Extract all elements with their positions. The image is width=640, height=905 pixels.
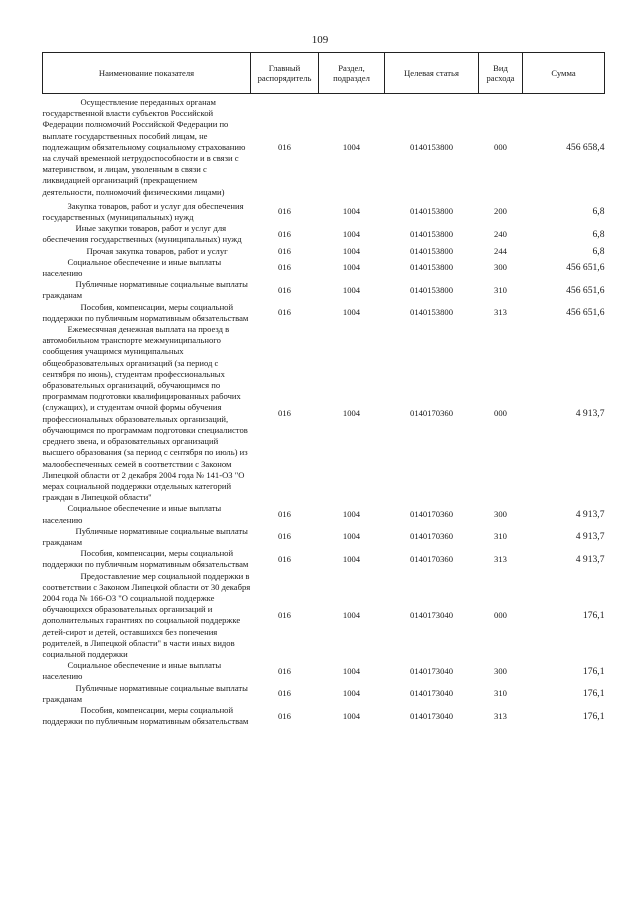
row-section: 1004 [342, 307, 361, 318]
row-expense-type: 310 [494, 284, 507, 295]
row-chief-administrator: 016 [278, 508, 291, 519]
row-expense-type: 244 [494, 245, 507, 256]
row-expense-type: 000 [494, 408, 507, 419]
table-row [43, 503, 605, 525]
row-target-article: 0140170360 [410, 508, 453, 519]
row-name: Прочая закупка товаров, работ и услуг [86, 245, 228, 256]
row-expense-type: 300 [494, 508, 507, 519]
row-section: 1004 [342, 141, 361, 152]
row-section: 1004 [342, 408, 361, 419]
row-target-article: 0140153800 [410, 245, 453, 256]
row-expense-type: 313 [494, 710, 507, 721]
row-section: 1004 [342, 228, 361, 239]
row-chief-administrator: 016 [278, 553, 291, 564]
row-expense-type: 313 [494, 553, 507, 564]
row-section: 1004 [342, 206, 361, 217]
row-section: 1004 [342, 609, 361, 620]
row-chief-administrator: 016 [278, 284, 291, 295]
row-sum: 456 651,6 [566, 262, 605, 274]
row-sum: 456 658,4 [566, 141, 605, 153]
row-chief-administrator: 016 [278, 688, 291, 699]
row-target-article: 0140153800 [410, 141, 453, 152]
row-chief-administrator: 016 [278, 408, 291, 419]
row-target-article: 0140170360 [410, 408, 453, 419]
row-name: Пособия, компенсации, меры социальной поддержки по публичным нормативным обязательствам [42, 704, 249, 727]
column-header-sum: Сумма [523, 53, 605, 94]
row-sum: 456 651,6 [566, 284, 605, 296]
row-sum: 6,8 [592, 245, 605, 257]
row-sum: 176,1 [582, 710, 605, 722]
table-row [43, 201, 605, 223]
row-name: Пособия, компенсации, меры социальной поддержки по публичным нормативным обязательствам [42, 301, 249, 323]
row-chief-administrator: 016 [278, 665, 291, 676]
column-header-name: Наименование показателя [43, 53, 251, 94]
row-expense-type: 300 [494, 262, 507, 273]
table-row [43, 246, 605, 257]
row-section: 1004 [342, 284, 361, 295]
row-name: Пособия, компенсации, меры социальной поддержки по публичным нормативным обязательствам [42, 548, 249, 570]
row-name: Ежемесячная денежная выплата на проезд в автомобильном транспорте межмуниципального сообщения учащимся муниципальных общеобразовательных организаций (за период с сентября по июнь), студентам профессиональных образовательных организаций, обучающимся по программам подготовки квалифицированных рабочих (служащих), и студентам очной формы обучения профессиональных образовательных организаций, обучающимся по программам подготовки специалистов среднего звена, и образовательных организаций высшего образования (за период с сентября по июль) из малообеспеченных семей в соответствии с Законом Липецкой области от 2 декабря 2004 года № 141-ОЗ "О мерах социальной поддержки отдельных категорий граждан в Липецкой области" [42, 324, 248, 503]
row-expense-type: 310 [494, 688, 507, 699]
row-target-article: 0140173040 [410, 665, 453, 676]
row-sum: 176,1 [582, 665, 605, 677]
row-expense-type: 240 [494, 228, 507, 239]
row-name: Закупка товаров, работ и услуг для обеспечения государственных (муниципальных) нужд [42, 200, 244, 223]
row-target-article: 0140153800 [410, 284, 453, 295]
row-section: 1004 [342, 688, 361, 699]
row-sum: 4 913,7 [575, 531, 605, 543]
row-expense-type: 200 [494, 206, 507, 217]
row-name: Социальное обеспечение и иные выплаты населению [42, 660, 222, 682]
row-expense-type: 000 [494, 609, 507, 620]
row-chief-administrator: 016 [278, 206, 291, 217]
row-chief-administrator: 016 [278, 228, 291, 239]
row-section: 1004 [342, 553, 361, 564]
row-chief-administrator: 016 [278, 245, 291, 256]
row-chief-administrator: 016 [278, 531, 291, 542]
row-target-article: 0140173040 [410, 609, 453, 620]
table-row [43, 660, 605, 682]
row-sum: 4 913,7 [575, 408, 605, 420]
table-row [43, 705, 605, 727]
row-target-article: 0140170360 [410, 531, 453, 542]
row-chief-administrator: 016 [278, 307, 291, 318]
row-sum: 176,1 [582, 609, 605, 621]
table-row [43, 324, 605, 503]
table-row [43, 257, 605, 279]
column-header-target-article: Целевая статья [385, 53, 479, 94]
table-row [43, 548, 605, 570]
row-sum: 176,1 [582, 688, 605, 700]
row-target-article: 0140153800 [410, 262, 453, 273]
row-chief-administrator: 016 [278, 710, 291, 721]
row-expense-type: 300 [494, 665, 507, 676]
row-chief-administrator: 016 [278, 141, 291, 152]
row-target-article: 0140173040 [410, 688, 453, 699]
table-row [43, 571, 605, 661]
row-target-article: 0140153800 [410, 228, 453, 239]
row-chief-administrator: 016 [278, 609, 291, 620]
table-row [43, 279, 605, 301]
table-row [43, 97, 605, 198]
row-target-article: 0140173040 [410, 710, 453, 721]
row-target-article: 0140170360 [410, 553, 453, 564]
table-row [43, 223, 605, 245]
row-name: Публичные нормативные социальные выплаты гражданам [42, 682, 248, 704]
row-name: Предоставление мер социальной поддержки в соответствии с Законом Липецкой области от 30 декабря 2004 года № 166-ОЗ "О социальной поддержке обучающихся образовательных организаций и дополнительных гарантиях по социальной поддержке детей-сирот и детей, оставшихся без попечения родителей, в Липецкой области" в части иных видов социальной поддержки [42, 570, 251, 659]
row-section: 1004 [342, 710, 361, 721]
column-header-section: Раздел, подраздел [319, 53, 385, 94]
row-section: 1004 [342, 245, 361, 256]
row-chief-administrator: 016 [278, 262, 291, 273]
table-row [43, 302, 605, 324]
table-row [43, 683, 605, 705]
row-name: Социальное обеспечение и иные выплаты населению [42, 503, 222, 525]
row-name: Публичные нормативные социальные выплаты гражданам [42, 279, 248, 301]
row-sum: 4 913,7 [575, 508, 605, 520]
row-name: Иные закупки товаров, работ и услуг для обеспечения государственных (муниципальных) нужд [42, 223, 242, 245]
row-name: Публичные нормативные социальные выплаты гражданам [42, 525, 248, 547]
row-sum: 6,8 [592, 206, 605, 218]
row-sum: 4 913,7 [575, 553, 605, 565]
row-expense-type: 310 [494, 531, 507, 542]
row-section: 1004 [342, 665, 361, 676]
column-header-expense-type: Вид расхода [479, 53, 523, 94]
row-expense-type: 313 [494, 307, 507, 318]
table-row [43, 526, 605, 548]
row-name: Социальное обеспечение и иные выплаты населению [42, 256, 222, 279]
page-number: 109 [311, 34, 329, 46]
column-header-chief-administrator: Главный распорядитель [251, 53, 319, 94]
row-section: 1004 [342, 531, 361, 542]
budget-table [42, 52, 605, 727]
row-name: Осуществление переданных органам государственной власти субъектов Российской Федерации полномочий Российской Федерации по выплате государственных пособий лицам, не подлежащим обязательному социальному страхованию на случай временной нетрудоспособности и в связи с материнством, и лицам, уволенным в связи с ликвидацией организаций (прекращением деятельности, полномочий физическими лицами) [42, 97, 246, 197]
row-target-article: 0140153800 [410, 307, 453, 318]
row-section: 1004 [342, 262, 361, 273]
table-header-row [43, 53, 605, 94]
row-section: 1004 [342, 508, 361, 519]
row-expense-type: 000 [494, 141, 507, 152]
row-sum: 456 651,6 [566, 307, 605, 319]
row-sum: 6,8 [592, 228, 605, 240]
row-target-article: 0140153800 [410, 206, 453, 217]
